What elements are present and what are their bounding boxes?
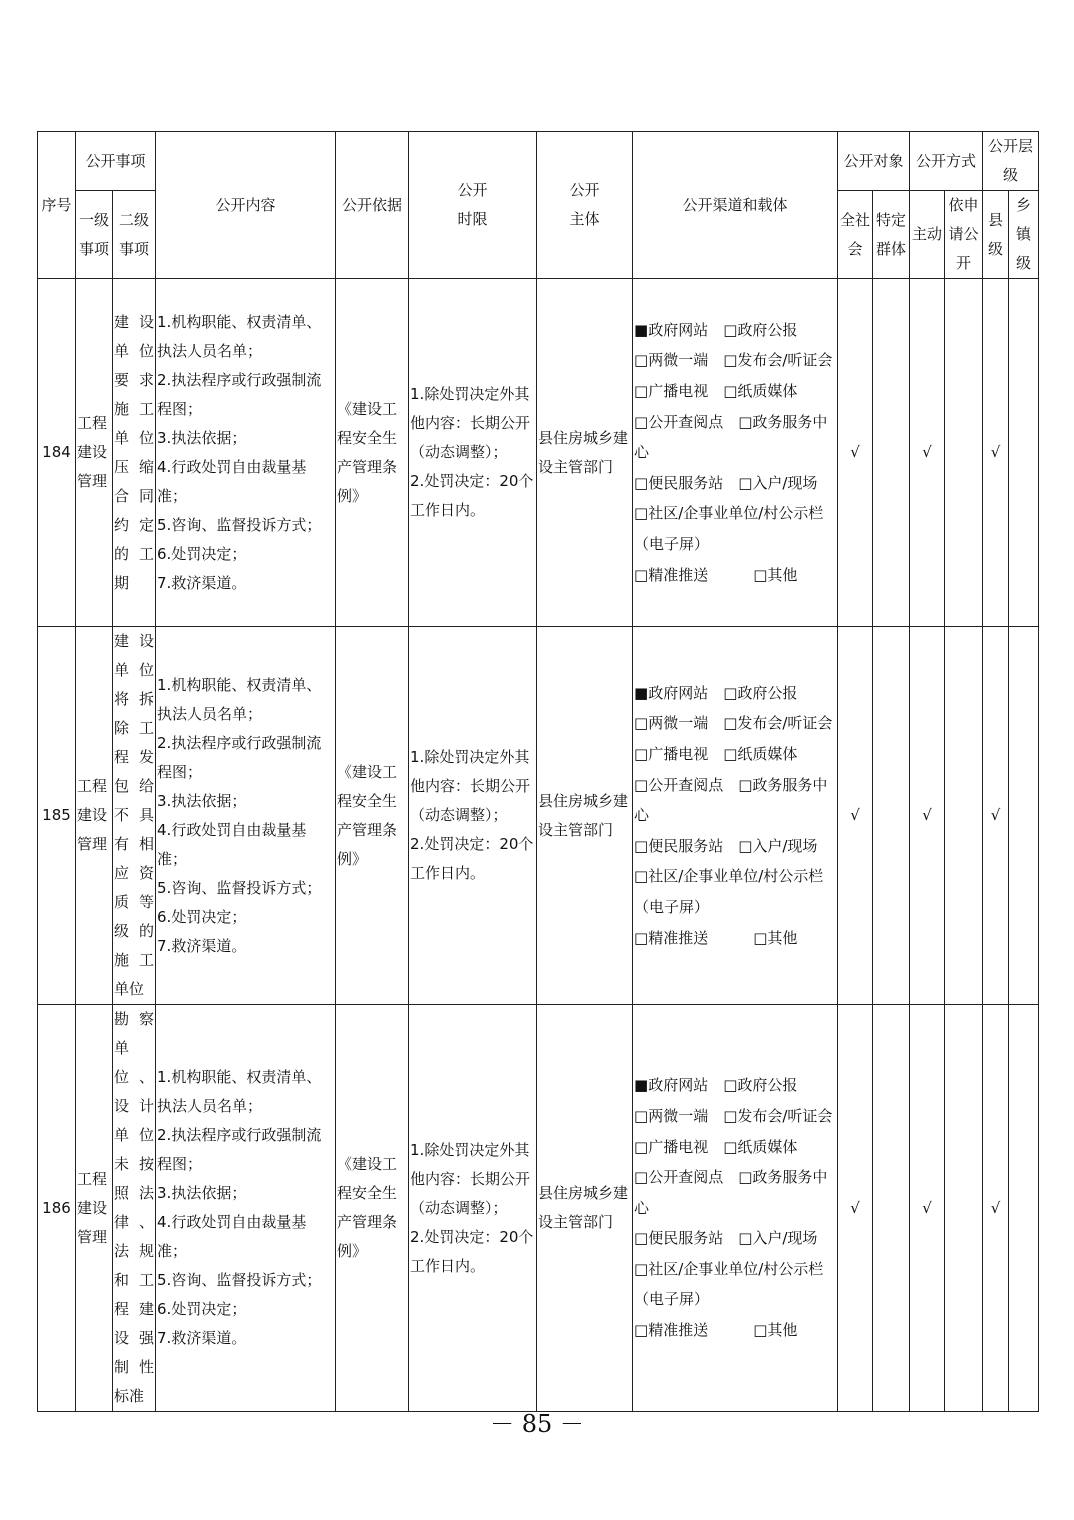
row-seq: 186 [38,1005,76,1412]
header-basis: 公开依据 [336,132,409,279]
time-limit-line: 1.除处罚决定外其他内容：长期公开（动态调整）； [410,748,531,824]
check-all-society: √ [838,279,873,627]
check-on-request [945,1005,983,1412]
content-line: 6.处罚决定； [157,544,247,563]
header-method-active: 主动 [910,191,945,279]
row-channel [633,279,838,627]
row-channel [633,627,838,1005]
table-row [38,627,1039,1005]
row-channel [633,1005,838,1412]
channel-line: □便民服务站 □入户/现场 [634,473,818,492]
check-specific-group [873,1005,910,1412]
header-seq: 序号 [38,132,76,279]
check-specific-group [873,627,910,1005]
header-level1: 一级事项 [76,191,113,279]
table-header [38,132,1039,279]
header-tier: 公开层级 [983,132,1039,191]
content-line: 3.执法依据； [157,1184,247,1202]
channel-line: ■政府网站 □政府公报 [634,1076,798,1095]
content-line: 5.咨询、监督投诉方式； [157,1271,322,1289]
header-channel: 公开渠道和载体 [633,132,838,279]
check-town [1009,627,1039,1005]
channel-line: □便民服务站 □入户/现场 [634,836,818,855]
content-line: 2.执法程序或行政强制流程图； [157,1126,322,1173]
header-tier-town: 乡镇级 [1009,191,1039,279]
channel-line: □社区/企事业单位/村公示栏（电子屏） [634,867,824,916]
header-time-limit: 公开时限 [409,132,537,279]
check-on-request [945,627,983,1005]
row-content [156,1005,336,1412]
check-all-society: √ [838,1005,873,1412]
content-line: 1.机构职能、权责清单、执法人员名单； [157,675,322,723]
content-line: 1.机构职能、权责清单、执法人员名单； [157,1068,322,1115]
content-line: 7.救济渠道。 [157,1329,247,1347]
check-county: √ [983,279,1009,627]
channel-line: □精准推送 □其他 [634,565,798,584]
content-line: 6.处罚决定； [157,1300,247,1318]
channel-line: ■政府网站 □政府公报 [634,320,798,339]
channel-line: □便民服务站 □入户/现场 [634,1229,818,1248]
content-line: 7.救济渠道。 [157,936,247,955]
check-on-request [945,279,983,627]
row-level1: 工程建设管理 [76,627,113,1005]
content-line: 5.咨询、监督投诉方式； [157,515,322,534]
row-subject: 县住房城乡建设主管部门 [537,627,633,1005]
row-basis: 《建设工程安全生产管理条例》 [336,627,409,1005]
channel-line: □公开查阅点 □政务服务中心 [634,412,828,462]
content-line: 2.执法程序或行政强制流程图； [157,370,322,418]
header-tier-county: 县级 [983,191,1009,279]
page-number: － 85 － [490,1410,584,1438]
row-seq: 185 [38,627,76,1005]
row-level1: 工程建设管理 [76,279,113,627]
header-audience: 公开对象 [838,132,910,191]
channel-line: ■政府网站 □政府公报 [634,683,798,702]
check-county: √ [983,1005,1009,1412]
header-method: 公开方式 [910,132,983,191]
header-audience-all: 全社会 [838,191,873,279]
header-content: 公开内容 [156,132,336,279]
table-row [38,279,1039,627]
check-active: √ [910,1005,945,1412]
channel-line: □精准推送 □其他 [634,1321,798,1340]
content-line: 3.执法依据； [157,791,247,810]
header-method-request: 依申请公开 [945,191,983,279]
channel-line: □广播电视 □纸质媒体 [634,1137,798,1156]
content-line: 4.行政处罚自由裁量基准； [157,820,307,868]
table-row [38,1005,1039,1412]
row-content [156,627,336,1005]
row-time-limit [409,627,537,1005]
content-line: 1.机构职能、权责清单、执法人员名单； [157,312,322,360]
row-level2: 勘察单位、设计单位未按照法律、法规和工程建设强制性标准 [113,1005,156,1412]
content-line: 6.处罚决定； [157,907,247,926]
header-level2: 二级事项 [113,191,156,279]
row-level2: 建设单位将拆除工程发包给不具有相应资质等级的施工单位 [113,627,156,1005]
check-all-society: √ [838,627,873,1005]
check-active: √ [910,627,945,1005]
channel-line: □社区/企事业单位/村公示栏（电子屏） [634,504,824,553]
disclosure-table [37,131,1039,1412]
time-limit-line: 2.处罚决定：20个工作日内。 [410,472,534,519]
row-subject: 县住房城乡建设主管部门 [537,1005,633,1412]
content-line: 5.咨询、监督投诉方式； [157,878,322,897]
header-items: 公开事项 [76,132,156,191]
check-specific-group [873,279,910,627]
check-active: √ [910,279,945,627]
row-level1: 工程建设管理 [76,1005,113,1412]
content-line: 2.执法程序或行政强制流程图； [157,733,322,781]
row-content [156,279,336,627]
channel-line: □公开查阅点 □政务服务中心 [634,1168,828,1217]
channel-line: □社区/企事业单位/村公示栏（电子屏） [634,1259,824,1309]
row-level2: 建设单位要求施工单位压缩合同约定的工期 [113,279,156,627]
check-town [1009,279,1039,627]
channel-line: □两微一端 □发布会/听证会 [634,1106,833,1125]
content-line: 4.行政处罚自由裁量基准； [157,457,307,505]
check-county: √ [983,627,1009,1005]
channel-line: □广播电视 □纸质媒体 [634,745,798,764]
row-basis: 《建设工程安全生产管理条例》 [336,1005,409,1412]
time-limit-line: 1.除处罚决定外其他内容：长期公开（动态调整）； [410,1140,531,1217]
header-audience-group: 特定群体 [873,191,910,279]
row-basis: 《建设工程安全生产管理条例》 [336,279,409,627]
time-limit-line: 2.处罚决定：20个工作日内。 [410,1227,534,1275]
row-time-limit [409,279,537,627]
time-limit-line: 1.除处罚决定外其他内容：长期公开（动态调整）； [410,385,531,461]
channel-line: □两微一端 □发布会/听证会 [634,351,833,370]
row-time-limit [409,1005,537,1412]
row-subject: 县住房城乡建设主管部门 [537,279,633,627]
channel-line: □公开查阅点 □政务服务中心 [634,775,828,825]
channel-line: □两微一端 □发布会/听证会 [634,714,833,733]
content-line: 7.救济渠道。 [157,573,247,592]
channel-line: □广播电视 □纸质媒体 [634,382,798,401]
check-town [1009,1005,1039,1412]
channel-line: □精准推送 □其他 [634,928,798,947]
header-subject: 公开主体 [537,132,633,279]
row-seq: 184 [38,279,76,627]
time-limit-line: 2.处罚决定：20个工作日内。 [410,835,534,882]
content-line: 3.执法依据； [157,428,247,447]
content-line: 4.行政处罚自由裁量基准； [157,1213,307,1260]
